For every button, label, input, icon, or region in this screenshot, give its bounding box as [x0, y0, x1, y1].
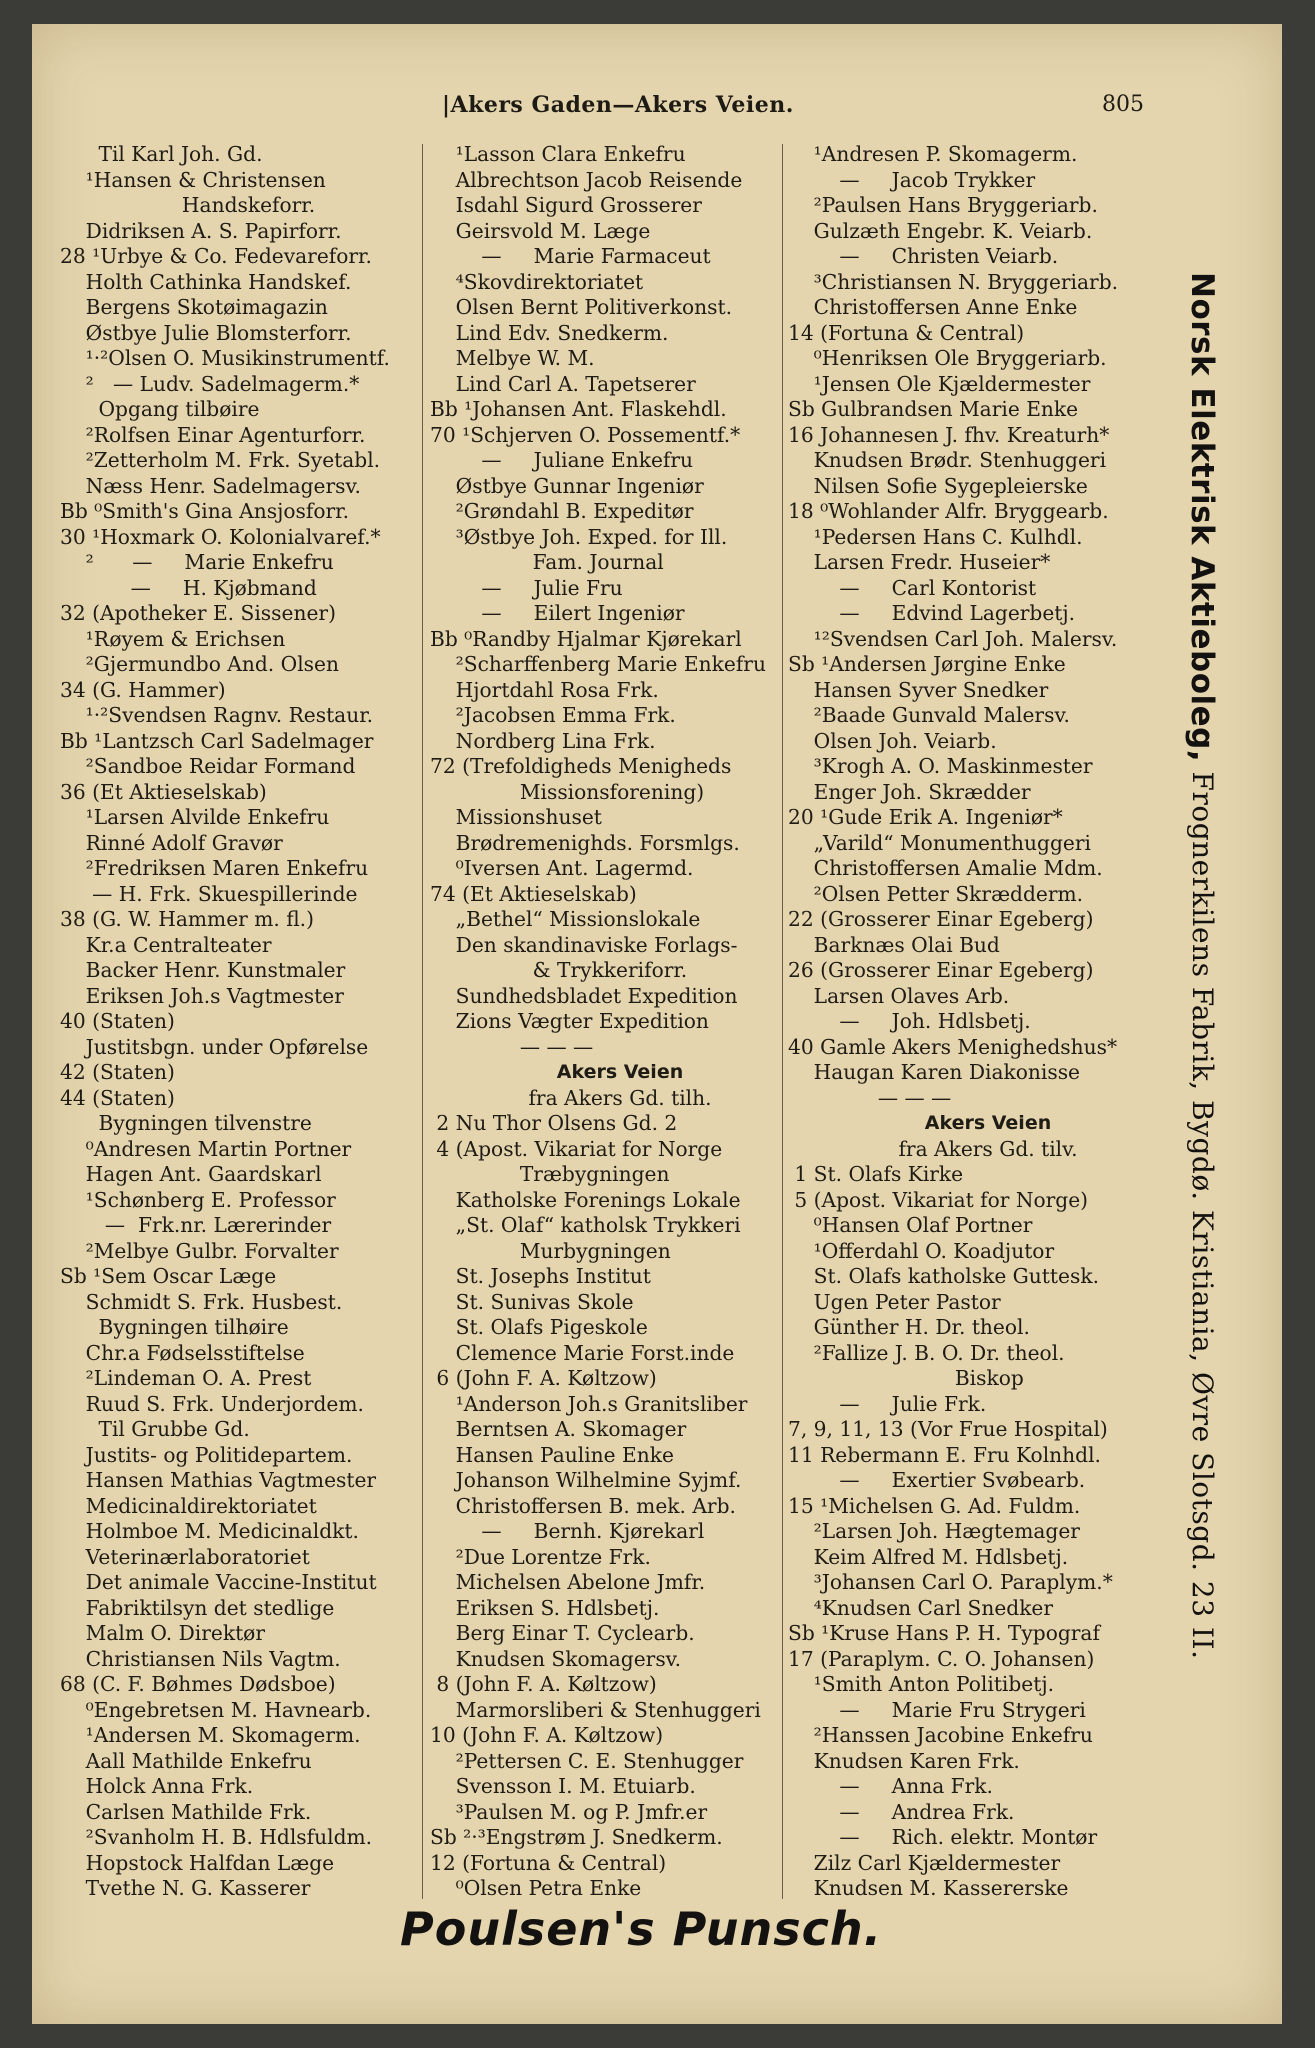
directory-entry: Backer Henr. Kunstmaler: [60, 958, 346, 982]
directory-entry: Tvethe N. G. Kasserer: [60, 1876, 311, 1900]
directory-entry: Næss Henr. Sadelmagersv.: [60, 473, 361, 498]
section-heading: Akers Veien: [924, 1112, 1052, 1134]
directory-entry: Eriksen S. Hdlsbetj.: [430, 1595, 660, 1620]
directory-entry: St. Olafs Pigeskole: [430, 1315, 648, 1339]
directory-entry: Opgang tilbøire: [60, 397, 260, 421]
directory-entry: — Andrea Frk.: [788, 1799, 1015, 1824]
directory-entry: ² — Marie Enkefru: [60, 550, 334, 574]
directory-entry: ⁰Olsen Petra Enke: [430, 1876, 642, 1900]
directory-entry: 10 (John F. A. Køltzow): [430, 1723, 664, 1747]
side-ad-brand: Norsk Elektrisk Aktieboleg,: [1184, 272, 1220, 763]
directory-entry: Haugan Karen Diakonisse: [788, 1060, 1081, 1084]
directory-entry: Sb Gulbrandsen Marie Enke: [788, 397, 1079, 421]
directory-entry: ¹Lasson Clara Enkefru: [430, 142, 686, 166]
directory-entry: Lind Edv. Snedkerm.: [430, 320, 669, 345]
directory-entry: Christoffersen B. mek. Arb.: [430, 1493, 736, 1518]
directory-entry: 40 Gamle Akers Menighedshus*: [788, 1034, 1118, 1059]
directory-entry: ²Gjermundbo And. Olsen: [60, 652, 339, 676]
directory-entry: ¹²Svendsen Carl Joh. Malersv.: [788, 626, 1118, 651]
directory-entry: Hopstock Halfdan Læge: [60, 1850, 335, 1875]
directory-entry: 30 ¹Hoxmark O. Kolonialvaref.*: [60, 524, 381, 549]
directory-entry: ⁰Iversen Ant. Lagermd.: [430, 856, 694, 880]
directory-entry: Olsen Joh. Veiarb.: [788, 728, 997, 753]
directory-entry: Rinné Adolf Gravør: [60, 830, 283, 855]
directory-entry: ²Melbye Gulbr. Forvalter: [60, 1238, 339, 1263]
directory-entry: Keim Alfred M. Hdlsbetj.: [788, 1544, 1069, 1569]
directory-entry: ²Jacobsen Emma Frk.: [430, 703, 676, 727]
directory-entry: Zilz Carl Kjældermester: [788, 1850, 1061, 1875]
directory-entry: ²Fredriksen Maren Enkefru: [60, 856, 369, 880]
directory-entry: ²Olsen Petter Skrædderm.: [788, 881, 1084, 906]
directory-entry: Albrechtson Jacob Reisende: [430, 167, 743, 192]
directory-entry: — Marie Fru Strygeri: [788, 1697, 1086, 1722]
directory-entry: Missionsforening): [430, 779, 705, 804]
section-heading: Akers Veien: [556, 1061, 684, 1083]
directory-entry: 5 (Apost. Vikariat for Norge): [788, 1187, 1089, 1212]
directory-entry: ¹Hansen & Christensen: [60, 167, 326, 192]
directory-entry: 70 ¹Schjerven O. Possementf.*: [430, 422, 741, 447]
directory-entry: 1 St. Olafs Kirke: [788, 1162, 964, 1186]
directory-entry: ³Østbye Joh. Exped. for Ill.: [430, 524, 728, 549]
directory-entry: Eriksen Joh.s Vagtmester: [60, 983, 344, 1008]
directory-entry: Det animale Vaccine-Institut: [60, 1570, 377, 1594]
directory-entry: Bergens Skotøimagazin: [60, 295, 328, 319]
directory-entry: 15 ¹Michelsen G. Ad. Fuldm.: [788, 1493, 1081, 1518]
directory-entry: ²Baade Gunvald Malersv.: [788, 703, 1070, 727]
directory-entry: — H. Kjøbmand: [60, 575, 317, 600]
directory-entry: Kr.a Centralteater: [60, 932, 272, 957]
directory-entry: Veterinærlaboratoriet: [60, 1544, 310, 1569]
directory-entry: ¹·²Olsen O. Musikinstrumentf.: [60, 346, 390, 370]
side-advertisement: [1184, 272, 1220, 1659]
directory-entry: Holth Cathinka Handskef.: [60, 269, 352, 294]
directory-entry: Missionshuset: [430, 805, 602, 829]
directory-entry: Fam. Journal: [430, 550, 664, 574]
directory-entry: Lind Carl A. Tapetserer: [430, 371, 696, 396]
page-number: 805: [1102, 92, 1144, 117]
directory-entry: 36 (Et Aktieselskab): [60, 779, 267, 804]
directory-entry: Larsen Olaves Arb.: [788, 983, 1010, 1008]
directory-entry: Hansen Syver Snedker: [788, 677, 1049, 702]
directory-entry: — — —: [430, 1034, 594, 1059]
directory-entry: ¹Schønberg E. Professor: [60, 1187, 336, 1212]
directory-entry: „Varild“ Monumenthuggeri: [788, 830, 1091, 855]
directory-entry: Brødremenighds. Forsmlgs.: [430, 830, 740, 855]
directory-entry: Aall Mathilde Enkefru: [60, 1748, 312, 1773]
directory-entry: & Trykkeriforr.: [430, 958, 688, 982]
directory-entry: — Eilert Ingeniør: [430, 601, 685, 625]
directory-entry: 14 (Fortuna & Central): [788, 320, 1025, 345]
directory-entry: — Rich. elektr. Montør: [788, 1825, 1098, 1849]
running-title: |Akers Gaden—Akers Veien.: [442, 92, 794, 118]
directory-entry: — Julie Fru: [430, 575, 623, 600]
directory-entry: „Bethel“ Missionslokale: [430, 907, 701, 931]
directory-entry: Malm O. Direktør: [60, 1621, 265, 1645]
directory-entry: 11 Rebermann E. Fru Kolnhdl.: [788, 1442, 1101, 1467]
directory-entry: Carlsen Mathilde Frk.: [60, 1799, 312, 1824]
directory-entry: Larsen Fredr. Huseier*: [788, 550, 1051, 574]
directory-entry: ⁰Henriksen Ole Bryggeriarb.: [788, 346, 1107, 370]
column-3: [788, 142, 1188, 1902]
directory-entry: 4 (Apost. Vikariat for Norge: [430, 1136, 723, 1161]
directory-entry: Biskop: [788, 1366, 1024, 1390]
directory-entry: ²Fallize J. B. O. Dr. theol.: [788, 1340, 1065, 1365]
directory-entry: Nordberg Lina Frk.: [430, 728, 656, 753]
directory-entry: ²Lindeman O. A. Prest: [60, 1366, 312, 1390]
directory-entry: Hansen Mathias Vagtmester: [60, 1468, 377, 1492]
directory-entry: ¹Anderson Joh.s Granitsliber: [430, 1391, 748, 1416]
directory-entry: Chr.a Fødselsstiftelse: [60, 1340, 305, 1365]
directory-entry: Marmorsliberi & Stenhuggeri: [430, 1697, 761, 1722]
directory-entry: Bygningen tilhøire: [60, 1315, 289, 1339]
directory-entry: Ugen Peter Pastor: [788, 1289, 1001, 1314]
directory-entry: Bygningen tilvenstre: [60, 1111, 312, 1135]
directory-entry: ³Johansen Carl O. Paraplym.*: [788, 1570, 1113, 1594]
directory-entry: ²Pettersen C. E. Stenhugger: [430, 1748, 744, 1773]
directory-entry: ¹Andersen M. Skomagerm.: [60, 1723, 361, 1747]
directory-entry: Hagen Ant. Gaardskarl: [60, 1162, 322, 1186]
footer-advertisement: Poulsen's Punsch.: [400, 1902, 883, 1956]
directory-entry: Isdahl Sigurd Grosserer: [430, 193, 702, 217]
directory-entry: Barknæs Olai Bud: [788, 932, 1000, 957]
directory-entry: ¹Røyem & Erichsen: [60, 626, 286, 651]
directory-entry: ²Paulsen Hans Bryggeriarb.: [788, 193, 1098, 217]
directory-entry: Holmboe M. Medicinaldkt.: [60, 1519, 359, 1543]
directory-entry: ²Rolfsen Einar Agenturforr.: [60, 422, 366, 447]
directory-entry: Zions Vægter Expedition: [430, 1009, 709, 1033]
directory-entry: ¹Andresen P. Skomagerm.: [788, 142, 1078, 166]
directory-entry: ¹Jensen Ole Kjældermester: [788, 371, 1091, 396]
directory-entry: Schmidt S. Frk. Husbest.: [60, 1289, 343, 1314]
directory-page: [32, 24, 1282, 2024]
section-subheading: fra Akers Gd. tilh.: [528, 1085, 712, 1110]
directory-entry: ⁰Andresen Martin Portner: [60, 1136, 352, 1161]
directory-entry: Katholske Forenings Lokale: [430, 1187, 741, 1212]
directory-entry: Melbye W. M.: [430, 346, 595, 370]
directory-entry: ¹Smith Anton Politibetj.: [788, 1672, 1055, 1696]
directory-entry: Knudsen M. Kassererske: [788, 1876, 1069, 1900]
directory-entry: — Christen Veiarb.: [788, 244, 1059, 268]
directory-entry: Johanson Wilhelmine Syjmf.: [430, 1468, 742, 1492]
directory-entry: 18 ⁰Wohlander Alfr. Bryggearb.: [788, 499, 1109, 523]
directory-entry: 26 (Grosserer Einar Egeberg): [788, 958, 1094, 982]
page-header: [32, 84, 1282, 124]
directory-entry: 34 (G. Hammer): [60, 677, 226, 702]
directory-entry: Bb ⁰Smith's Gina Ansjosforr.: [60, 499, 350, 523]
directory-entry: 20 ¹Gude Erik A. Ingeniør*: [788, 805, 1063, 829]
directory-entry: ²Sandboe Reidar Formand: [60, 754, 356, 778]
column-1: [60, 142, 448, 1902]
directory-entry: 7, 9, 11, 13 (Vor Frue Hospital): [788, 1417, 1108, 1441]
directory-entry: Østbye Gunnar Ingeniør: [430, 473, 704, 498]
directory-entry: ²Scharffenberg Marie Enkefru: [430, 652, 766, 676]
directory-entry: Michelsen Abelone Jmfr.: [430, 1570, 706, 1594]
directory-entry: ²Larsen Joh. Hægtemager: [788, 1519, 1080, 1543]
directory-entry: 2 Nu Thor Olsens Gd. 2: [430, 1111, 678, 1135]
directory-entry: St. Sunivas Skole: [430, 1289, 634, 1314]
directory-entry: Berg Einar T. Cyclearb.: [430, 1621, 695, 1645]
directory-entry: Justitsbgn. under Opførelse: [60, 1034, 369, 1059]
directory-entry: Til Grubbe Gd.: [60, 1417, 250, 1441]
directory-entry: 68 (C. F. Bøhmes Dødsboe): [60, 1672, 336, 1696]
directory-entry: Ruud S. Frk. Underjordem.: [60, 1391, 364, 1416]
directory-entry: Hjortdahl Rosa Frk.: [430, 677, 659, 702]
directory-entry: 44 (Staten): [60, 1085, 175, 1110]
directory-entry: Berntsen A. Skomager: [430, 1417, 687, 1441]
directory-entry: Østbye Julie Blomsterforr.: [60, 320, 352, 345]
directory-entry: ² — Ludv. Sadelmagerm.*: [60, 371, 360, 396]
directory-entry: Christoffersen Amalie Mdm.: [788, 856, 1103, 880]
directory-entry: — Bernh. Kjørekarl: [430, 1519, 705, 1543]
directory-entry: ²Due Lorentze Frk.: [430, 1544, 651, 1569]
directory-entry: „St. Olaf“ katholsk Trykkeri: [430, 1213, 741, 1237]
column-divider: [782, 144, 783, 1899]
side-ad-text: Frognerkilens Fabrik, Bygdø. Kristiania, Øvre Slotsgd. 23 II.: [1186, 762, 1219, 1660]
directory-entry: 17 (Paraplym. C. O. Johansen): [788, 1646, 1095, 1671]
directory-entry: 32 (Apotheker E. Sissener): [60, 601, 336, 625]
directory-entry: 22 (Grosserer Einar Egeberg): [788, 907, 1094, 931]
directory-entry: Sundhedsbladet Expedition: [430, 983, 738, 1008]
directory-entry: 74 (Et Aktieselskab): [430, 881, 637, 906]
directory-entry: Knudsen Skomagersv.: [430, 1646, 682, 1671]
directory-entry: — — —: [788, 1085, 952, 1110]
directory-entry: ³Paulsen M. og P. Jmfr.er: [430, 1799, 708, 1824]
directory-entry: Sb ¹Andersen Jørgine Enke: [788, 652, 1066, 676]
directory-entry: Sb ¹Sem Oscar Læge: [60, 1264, 277, 1288]
directory-entry: ¹Offerdahl O. Koadjutor: [788, 1238, 1055, 1263]
directory-entry: Bb ⁰Randby Hjalmar Kjørekarl: [430, 626, 742, 651]
directory-entry: — Frk.nr. Lærerinder: [60, 1213, 332, 1237]
directory-entry: — Julie Frk.: [788, 1391, 987, 1416]
directory-entry: Træbygningen: [430, 1162, 670, 1186]
directory-entry: Didriksen A. S. Papirforr.: [60, 218, 342, 243]
directory-entry: Sb ¹Kruse Hans P. H. Typograf: [788, 1621, 1100, 1645]
directory-entry: 28 ¹Urbye & Co. Fedevareforr.: [60, 244, 372, 268]
directory-entry: Bb ¹Lantzsch Carl Sadelmager: [60, 728, 374, 753]
directory-entry: ²Zetterholm M. Frk. Syetabl.: [60, 448, 381, 472]
directory-entry: 42 (Staten): [60, 1060, 175, 1084]
directory-entry: 12 (Fortuna & Central): [430, 1850, 667, 1875]
directory-entry: Hansen Pauline Enke: [430, 1442, 674, 1467]
directory-entry: ⁴Skovdirektoriatet: [430, 269, 644, 294]
directory-entry: 72 (Trefoldigheds Menigheds: [430, 754, 732, 778]
directory-entry: ¹Pedersen Hans C. Kulhdl.: [788, 524, 1083, 549]
directory-entry: Nilsen Sofie Sygepleierske: [788, 473, 1088, 498]
directory-entry: 8 (John F. A. Køltzow): [430, 1672, 657, 1696]
directory-entry: Bb ¹Johansen Ant. Flaskehdl.: [430, 397, 727, 421]
directory-entry: — Jacob Trykker: [788, 167, 1036, 192]
directory-entry: ²Svanholm H. B. Hdlsfuldm.: [60, 1825, 373, 1849]
directory-entry: St. Olafs katholske Guttesk.: [788, 1264, 1099, 1288]
directory-entry: ¹·²Svendsen Ragnv. Restaur.: [60, 703, 374, 727]
directory-entry: Murbygningen: [430, 1238, 671, 1263]
directory-entry: Svensson I. M. Etuiarb.: [430, 1774, 696, 1798]
directory-entry: — Joh. Hdlsbetj.: [788, 1009, 1031, 1033]
directory-entry: Gulzæth Engebr. K. Veiarb.: [788, 218, 1093, 243]
column-divider: [422, 144, 423, 1899]
directory-entry: Holck Anna Frk.: [60, 1774, 254, 1798]
directory-entry: Knudsen Brødr. Stenhuggeri: [788, 448, 1107, 472]
directory-entry: 38 (G. W. Hammer m. fl.): [60, 907, 314, 931]
directory-entry: Christoffersen Anne Enke: [788, 295, 1078, 319]
directory-entry: Knudsen Karen Frk.: [788, 1748, 1020, 1773]
directory-entry: Sb ²·³Engstrøm J. Snedkerm.: [430, 1825, 723, 1849]
directory-entry: Den skandinaviske Forlags-: [430, 932, 738, 957]
directory-entry: 40 (Staten): [60, 1009, 175, 1033]
directory-entry: — H. Frk. Skuespillerinde: [60, 881, 358, 906]
directory-entry: Til Karl Joh. Gd.: [60, 142, 263, 166]
directory-entry: ⁰Engebretsen M. Havnearb.: [60, 1697, 372, 1722]
directory-entry: — Carl Kontorist: [788, 575, 1037, 600]
directory-entry: — Anna Frk.: [788, 1774, 993, 1798]
directory-entry: ¹Larsen Alvilde Enkefru: [60, 805, 330, 829]
directory-entry: — Exertier Svøbearb.: [788, 1468, 1086, 1492]
directory-entry: Enger Joh. Skrædder: [788, 779, 1031, 804]
directory-entry: Olsen Bernt Politiverkonst.: [430, 295, 733, 319]
column-2: [430, 142, 810, 1902]
directory-entry: ²Grøndahl B. Expeditør: [430, 499, 694, 523]
directory-entry: Justits- og Politidepartem.: [60, 1442, 353, 1467]
directory-entry: Handskeforr.: [60, 193, 316, 217]
directory-entry: ³Krogh A. O. Maskinmester: [788, 754, 1093, 778]
directory-entry: — Juliane Enkefru: [430, 448, 694, 472]
directory-entry: Fabriktilsyn det stedlige: [60, 1595, 335, 1620]
directory-entry: ³Christiansen N. Bryggeriarb.: [788, 269, 1119, 294]
directory-entry: 16 Johannesen J. fhv. Kreaturh*: [788, 422, 1110, 447]
directory-entry: Clemence Marie Forst.inde: [430, 1340, 735, 1365]
directory-entry: ²Hanssen Jacobine Enkefru: [788, 1723, 1093, 1747]
directory-entry: — Marie Farmaceut: [430, 244, 711, 268]
directory-entry: Günther H. Dr. theol.: [788, 1315, 1030, 1339]
directory-entry: 6 (John F. A. Køltzow): [430, 1366, 657, 1390]
directory-entry: ⁰Hansen Olaf Portner: [788, 1213, 1033, 1237]
directory-entry: ⁴Knudsen Carl Snedker: [788, 1595, 1054, 1620]
section-subheading: fra Akers Gd. tilv.: [898, 1136, 1078, 1161]
directory-entry: — Edvind Lagerbetj.: [788, 601, 1076, 625]
directory-entry: Medicinaldirektoriatet: [60, 1493, 317, 1518]
directory-entry: Christiansen Nils Vagtm.: [60, 1646, 341, 1671]
directory-entry: St. Josephs Institut: [430, 1264, 651, 1288]
directory-entry: Geirsvold M. Læge: [430, 218, 651, 243]
